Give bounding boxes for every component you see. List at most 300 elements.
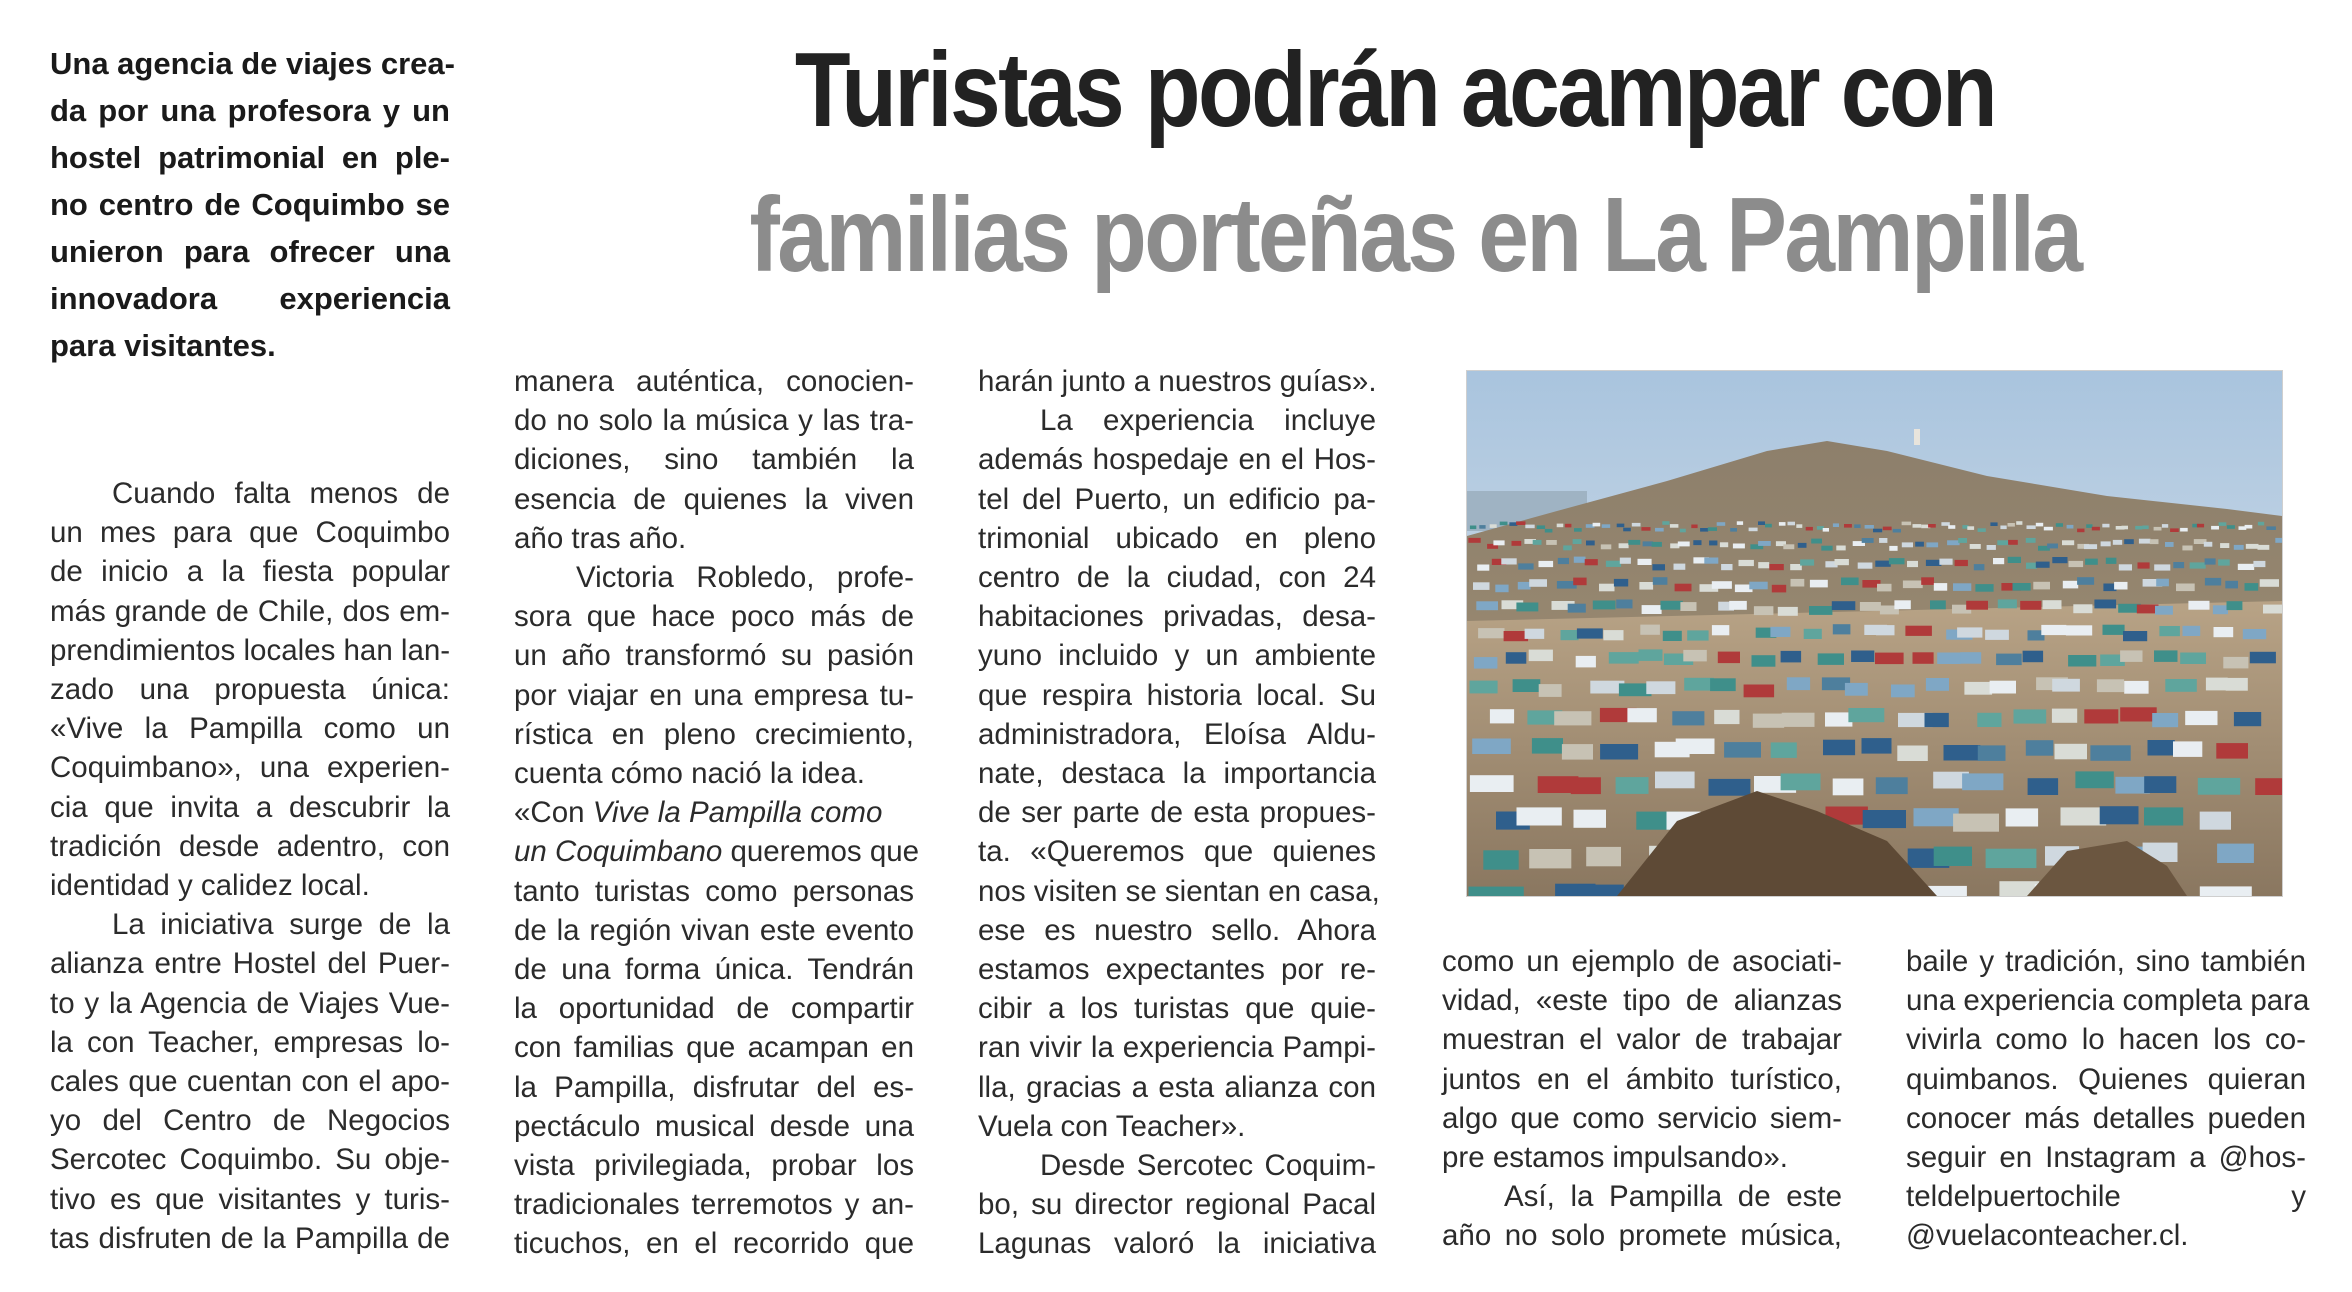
tent-shape — [1781, 651, 1802, 663]
tent-shape — [1678, 542, 1690, 547]
tent-shape — [1512, 541, 1522, 546]
tent-shape — [1730, 528, 1737, 532]
tent-shape — [2150, 539, 2159, 544]
tent-shape — [1606, 561, 1621, 567]
tent-shape — [2250, 652, 2276, 664]
tent-shape — [1513, 679, 1541, 692]
tent-shape — [1955, 560, 1968, 566]
tent-shape — [1796, 524, 1802, 528]
body-line: Vuela con Teacher». — [978, 1109, 1246, 1143]
tent-shape — [2200, 886, 2252, 896]
tent-shape — [1862, 538, 1874, 543]
tent-shape — [1599, 584, 1615, 592]
tent-shape — [1832, 601, 1856, 610]
tent-shape — [1479, 525, 1485, 529]
tent-shape — [2103, 625, 2125, 635]
body-line: habitaciones privadas, desa- — [978, 600, 1376, 634]
tent-shape — [1875, 561, 1890, 567]
body-line: Coquimbano», una experien- — [50, 751, 450, 785]
tent-shape — [1772, 585, 1786, 593]
italic-title: un Coquimbano — [514, 835, 723, 869]
article-column-3 — [978, 362, 1380, 1264]
tent-shape — [1876, 625, 1895, 635]
tent-shape — [2106, 558, 2117, 564]
body-line: una experiencia completa para — [1906, 984, 2310, 1018]
tent-shape — [1967, 526, 1974, 530]
body-line: de inicio a la fiesta popular — [50, 555, 450, 589]
tent-shape — [1818, 653, 1844, 665]
tent-shape — [2180, 528, 2188, 532]
tent-shape — [1709, 779, 1751, 796]
body-line: esencia de quienes la viven — [514, 482, 914, 516]
tent-shape — [1926, 560, 1942, 566]
tent-shape — [1477, 565, 1489, 571]
tent-shape — [2205, 558, 2216, 564]
tent-shape — [1478, 628, 1504, 638]
tent-shape — [2120, 707, 2157, 721]
body-line: ta. «Queremos que quienes — [978, 835, 1376, 869]
tent-shape — [1473, 582, 1490, 590]
tent-shape — [2245, 583, 2259, 591]
tent-shape — [1718, 652, 1740, 664]
tent-shape — [1529, 579, 1547, 587]
body-line: la Pampilla, disfrutar del es- — [514, 1070, 914, 1104]
tent-shape — [2124, 539, 2134, 544]
tent-shape — [1704, 558, 1718, 564]
body-line: Así, la Pampilla de este — [1504, 1180, 1842, 1214]
body-line: Desde Sercotec Coquim- — [1040, 1149, 1376, 1183]
tent-shape — [1593, 523, 1601, 527]
tent-shape — [2052, 709, 2077, 723]
tent-shape — [1585, 559, 1598, 565]
tent-shape — [1788, 522, 1796, 526]
tent-shape — [2220, 543, 2229, 548]
tent-shape — [1921, 577, 1934, 585]
tent-shape — [1804, 629, 1822, 639]
tent-shape — [1684, 678, 1714, 691]
body-line: cuenta cómo nació la idea. — [514, 757, 865, 791]
tent-shape — [1529, 849, 1571, 868]
tent-shape — [1506, 652, 1527, 664]
tent-shape — [2154, 650, 2178, 662]
body-line: yo del Centro de Negocios — [50, 1104, 450, 1138]
tent-shape — [1577, 628, 1603, 638]
tent-shape — [1729, 601, 1747, 610]
tent-shape — [1833, 779, 1864, 796]
tent-shape — [2068, 655, 2096, 667]
body-line: tivo es que visitantes y turis- — [50, 1182, 450, 1216]
tent-shape — [1623, 528, 1631, 532]
tent-shape — [1926, 678, 1949, 691]
tent-shape — [2084, 709, 2118, 723]
headline-line-2: familias porteñas en La Pampilla — [749, 176, 2081, 294]
tent-shape — [1966, 601, 1988, 610]
tent-shape — [1539, 684, 1562, 697]
tent-shape — [1823, 740, 1855, 756]
tent-shape — [1754, 606, 1774, 615]
tent-shape — [1810, 580, 1828, 588]
tent-shape — [1930, 600, 1946, 609]
body-line: La iniciativa surge de la — [112, 908, 450, 942]
tent-shape — [1800, 559, 1814, 565]
tent-shape — [2092, 527, 2100, 531]
tent-shape — [1617, 524, 1625, 528]
tent-shape — [1565, 524, 1571, 528]
tent-shape — [2227, 525, 2235, 529]
body-line: manera auténtica, conocien- — [514, 365, 914, 398]
tent-shape — [1825, 712, 1852, 726]
tent-shape — [1638, 559, 1652, 565]
body-line: quimbanos. Quienes quieran — [1906, 1062, 2306, 1096]
tent-shape — [1674, 564, 1686, 570]
tent-shape — [2234, 712, 2261, 726]
tent-shape — [1975, 584, 1993, 592]
body-line: @vuelaconteacher.cl. — [1906, 1219, 2189, 1253]
tent-shape — [2165, 679, 2197, 692]
body-line: año tras año. — [514, 521, 687, 555]
tent-shape — [1680, 529, 1686, 533]
tent-shape — [2246, 544, 2259, 549]
tent-shape — [1687, 630, 1708, 640]
tent-shape — [1495, 585, 1508, 593]
tent-shape — [1978, 528, 1986, 532]
tent-shape — [1700, 528, 1708, 532]
tent-shape — [1854, 524, 1860, 528]
tent-shape — [1663, 631, 1682, 641]
tent-shape — [1710, 678, 1736, 691]
article-column-5 — [1906, 942, 2310, 1256]
tent-shape — [2033, 582, 2050, 590]
tent-shape — [2206, 678, 2228, 691]
tent-shape — [1809, 606, 1832, 615]
tent-shape — [2014, 709, 2047, 723]
tent-shape — [1958, 538, 1967, 543]
tent-shape — [1953, 583, 1971, 591]
body-line: juntos en el ámbito turístico, — [1442, 1062, 1842, 1096]
tent-shape — [2162, 524, 2168, 528]
tent-shape — [1914, 808, 1959, 826]
tent-shape — [1791, 579, 1805, 587]
tent-shape — [2173, 741, 2202, 757]
tent-shape — [2122, 526, 2129, 530]
tent-shape — [1902, 542, 1913, 547]
article-column-2 — [514, 362, 920, 1264]
body-line: zado una propuesta única: — [50, 673, 450, 707]
tent-shape — [2073, 604, 2092, 613]
tent-shape — [1675, 584, 1692, 592]
body-line: con familias que acampan en — [514, 1031, 914, 1065]
tent-shape — [2170, 528, 2179, 532]
tent-shape — [1620, 558, 1631, 564]
body-line: pre estamos impulsando». — [1442, 1141, 1788, 1175]
tent-shape — [2100, 806, 2139, 824]
body-line: Victoria Robledo, profe- — [576, 561, 914, 595]
body-line: diciones, sino también la — [514, 443, 914, 477]
tent-shape — [1483, 850, 1518, 869]
tent-shape — [2165, 542, 2174, 547]
body-line: más grande de Chile, dos em- — [50, 594, 450, 628]
body-line: algo que como servicio siem- — [1442, 1101, 1842, 1135]
tent-shape — [2152, 713, 2178, 727]
tent-shape — [1714, 710, 1739, 724]
body-line: prendimientos locales han lan- — [50, 633, 451, 667]
lead-line: no centro de Coquimbo se — [50, 187, 450, 222]
tent-shape — [2086, 524, 2092, 528]
body-line: vista privilegiada, probar los — [514, 1149, 914, 1183]
tent-shape — [1934, 847, 1972, 866]
tent-shape — [2144, 776, 2176, 793]
tent-shape — [2000, 526, 2006, 530]
tent-shape — [1490, 524, 1497, 528]
tent-shape — [2142, 526, 2148, 530]
tent-shape — [1724, 742, 1761, 758]
body-line-mixed — [514, 793, 914, 832]
headline-line-1: Turistas podrán acampar con — [794, 31, 1996, 149]
tent-shape — [1472, 739, 1511, 755]
body-line: vivirla como lo hacen los co- — [1906, 1023, 2306, 1057]
tent-shape — [1616, 777, 1649, 794]
lead-line: hostel patrimonial en ple- — [50, 140, 450, 175]
tent-shape — [1781, 774, 1821, 791]
body-line: Sercotec Coquimbo. Su obje- — [50, 1143, 450, 1177]
tent-shape — [1915, 542, 1924, 547]
tent-shape — [2120, 650, 2142, 662]
tent-shape — [1493, 540, 1504, 545]
tent-shape — [1616, 600, 1632, 609]
tent-shape — [1517, 807, 1562, 825]
tent-shape — [1990, 522, 1997, 526]
tent-shape — [2090, 745, 2130, 761]
tent-shape — [2097, 679, 2124, 692]
tent-shape — [1865, 525, 1874, 529]
tent-shape — [1554, 711, 1591, 725]
tent-shape — [2226, 678, 2248, 691]
tent-shape — [1862, 738, 1892, 754]
lead-line: para visitantes. — [50, 328, 276, 363]
tent-shape — [1603, 630, 1623, 640]
tent-shape — [2139, 539, 2151, 544]
tent-shape — [2008, 540, 2018, 545]
tent-shape — [1655, 528, 1664, 532]
tent-shape — [2101, 541, 2111, 546]
body-line: tradición desde adentro, con — [50, 829, 450, 863]
tent-shape — [2043, 600, 2062, 609]
tent-shape — [2154, 564, 2170, 570]
tent-shape — [1863, 810, 1906, 828]
tent-shape — [2061, 807, 2107, 825]
tent-shape — [1913, 524, 1922, 528]
tent-shape — [1926, 542, 1938, 547]
tent-shape — [1642, 605, 1662, 614]
tent-shape — [2056, 523, 2063, 527]
tent-shape — [1720, 542, 1728, 547]
tent-shape — [2123, 631, 2147, 641]
tent-shape — [1770, 627, 1790, 637]
tent-shape — [2180, 653, 2206, 665]
tent-shape — [1978, 745, 2006, 761]
tent-shape — [1490, 709, 1514, 723]
tent-shape — [2219, 522, 2227, 526]
tent-shape — [1469, 887, 1524, 896]
body-line: baile y tradición, sino también — [1906, 945, 2306, 978]
tent-shape — [1891, 685, 1915, 698]
tent-shape — [2159, 626, 2180, 636]
tent-shape — [1876, 777, 1908, 794]
tent-shape — [1851, 651, 1874, 663]
tent-shape — [2077, 577, 2094, 585]
tent-shape — [1578, 885, 1624, 896]
tent-shape — [2026, 740, 2054, 756]
tent-shape — [2036, 523, 2043, 527]
tent-shape — [2041, 625, 2066, 635]
tent-shape — [2258, 545, 2270, 550]
tent-shape — [1640, 625, 1660, 635]
tent-shape — [1574, 557, 1586, 563]
body-line: de la región vivan este evento — [514, 913, 914, 947]
tent-shape — [2214, 627, 2234, 637]
tent-shape — [1877, 584, 1892, 592]
tent-shape — [2188, 601, 2209, 610]
tent-shape — [2275, 538, 2282, 543]
body-line: ese es nuestro sello. Ahora — [978, 913, 1376, 947]
tent-shape — [2020, 601, 2041, 610]
tent-shape — [1672, 711, 1704, 725]
tent-shape — [1879, 538, 1887, 543]
tent-shape — [1627, 708, 1656, 722]
tent-shape — [2260, 579, 2279, 587]
tent-shape — [1712, 625, 1729, 635]
article-column-4 — [1442, 942, 1842, 1256]
tent-shape — [1833, 523, 1839, 527]
tent-shape — [2075, 771, 2113, 788]
tent-shape — [1939, 559, 1952, 565]
tent-shape — [1823, 528, 1829, 532]
tent-shape — [1652, 542, 1662, 547]
tent-shape — [2154, 527, 2162, 531]
tent-shape — [2216, 743, 2248, 759]
body-line: por viajar en una empresa tu- — [514, 678, 914, 712]
tent-shape — [2094, 600, 2116, 609]
tent-shape — [1500, 522, 1508, 526]
tent-shape — [2263, 605, 2282, 614]
tent-shape — [1574, 810, 1607, 828]
tent-shape — [1561, 630, 1579, 640]
tent-shape — [1883, 527, 1892, 531]
tent-shape — [1907, 561, 1918, 567]
tent-shape — [1628, 540, 1640, 545]
body-line: como un ejemplo de asociati- — [1442, 945, 1842, 978]
body-line: nos visiten se sientan en casa, — [978, 874, 1380, 908]
tent-shape — [1529, 650, 1553, 662]
tent-shape — [1934, 583, 1947, 591]
body-line: un año transformó su pasión — [514, 639, 914, 673]
tent-shape — [1712, 581, 1732, 589]
tent-shape — [2036, 562, 2050, 568]
tent-shape — [1632, 523, 1641, 527]
tent-shape — [1752, 655, 1776, 667]
body-line: teldelpuertochile y — [1906, 1180, 2306, 1214]
lead-line: unieron para ofrecer una — [50, 234, 450, 269]
tent-shape — [1545, 529, 1553, 533]
body-line: conocer más detalles pueden — [1906, 1101, 2306, 1135]
tent-shape — [1836, 546, 1845, 551]
tent-shape — [1737, 521, 1743, 525]
body-line: identidad y calidez local. — [50, 869, 370, 903]
body-line: lla, gracias a esta alianza con — [978, 1070, 1376, 1104]
tent-shape — [1787, 677, 1810, 690]
tent-shape — [1468, 538, 1480, 543]
tent-shape — [1476, 601, 1498, 610]
tent-shape — [2156, 579, 2169, 587]
tent-shape — [1568, 604, 1586, 613]
body-line: cibir a los turistas que quie- — [978, 992, 1376, 1026]
tent-shape — [1749, 528, 1758, 532]
body-line: trimonial ubicado en pleno — [978, 521, 1376, 555]
tent-shape — [2204, 542, 2213, 547]
tent-shape — [1897, 746, 1928, 762]
tent-shape — [1693, 540, 1701, 545]
tent-shape — [2173, 562, 2184, 568]
tent-shape — [2255, 778, 2282, 795]
tent-shape — [1533, 540, 1542, 545]
tent-shape — [1841, 578, 1859, 586]
tent-shape — [1639, 582, 1653, 590]
tent-shape — [1600, 744, 1638, 760]
tent-shape — [1586, 847, 1621, 866]
body-line: to y la Agencia de Viajes Vue- — [50, 986, 450, 1020]
tent-shape — [1902, 522, 1912, 526]
tent-shape — [1573, 578, 1586, 586]
body-line: muestran el valor de trabajar — [1442, 1023, 1842, 1057]
tent-shape — [1925, 713, 1949, 727]
tent-shape — [2008, 523, 2015, 527]
tent-shape — [2148, 740, 2175, 756]
body-line: sora que hace poco más de — [514, 600, 914, 634]
tent-shape — [1749, 582, 1767, 590]
tent-shape — [1960, 652, 1981, 664]
body-line: un mes para que Coquimbo — [50, 516, 450, 550]
body-line: La experiencia incluye — [1040, 404, 1376, 438]
tent-shape — [2227, 601, 2243, 610]
body-line: tas disfruten de la Pampilla de — [50, 1221, 450, 1255]
tent-shape — [1779, 522, 1786, 526]
tent-shape — [1661, 601, 1683, 610]
body-line: do no solo la música y las tra- — [514, 404, 914, 438]
tent-shape — [1928, 524, 1936, 528]
tent-shape — [2198, 778, 2240, 795]
tent-shape — [2052, 557, 2067, 563]
tent-shape — [2113, 540, 2122, 545]
tent-shape — [2016, 521, 2022, 525]
tent-shape — [1518, 563, 1533, 569]
tent-shape — [1518, 582, 1531, 590]
lead-line: Una agencia de viajes crea- — [50, 46, 455, 81]
tent-shape — [2253, 561, 2265, 567]
body-line: bo, su director regional Pacal — [978, 1188, 1376, 1222]
tent-shape — [1860, 602, 1881, 611]
tent-shape — [1990, 681, 2016, 694]
tent-shape — [1962, 773, 2003, 790]
tent-shape — [2183, 626, 2201, 636]
tent-shape — [1848, 708, 1884, 722]
tent-shape — [2085, 559, 2098, 565]
tent-shape — [1691, 525, 1697, 529]
tent-shape — [2013, 583, 2031, 591]
tent-shape — [2077, 529, 2084, 533]
tent-shape — [1997, 540, 2009, 545]
tent-shape — [1977, 713, 2001, 727]
tent-shape — [1614, 579, 1628, 587]
